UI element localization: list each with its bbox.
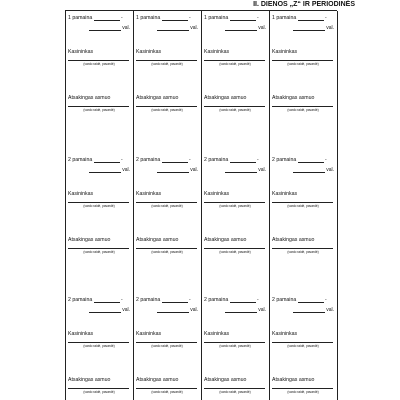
shift-date-field[interactable] [94,157,120,163]
dash-text: - [257,157,259,163]
responsible-caption: (vardo raidė, pavardė) [83,390,115,394]
time-line [68,307,130,313]
dash-text: - [121,297,123,303]
shift-label: 2 pamaina [68,297,93,303]
shift-line [68,15,132,21]
responsible-caption: (vardo raidė, pavardė) [219,250,251,254]
cashier-caption: (vardo raidė, pavardė) [151,204,183,208]
cashier-caption: (vardo raidė, pavardė) [219,62,251,66]
time-field[interactable] [225,25,257,31]
responsible-label: Atsakingas asmuo [68,377,111,383]
shift-label: 1 pamaina [204,15,229,21]
responsible-caption: (vardo raidė, pavardė) [219,108,251,112]
time-line [68,167,130,173]
val-text: val. [190,307,198,313]
time-line [136,307,198,313]
shift-date-field[interactable] [298,15,324,21]
responsible-signature-line[interactable] [136,388,197,389]
responsible-signature-line[interactable] [204,388,265,389]
val-text: val. [122,307,130,313]
shift-line [204,15,268,21]
dash-text: - [325,15,327,21]
responsible-caption: (vardo raidė, pavardė) [287,108,319,112]
shift-line [272,157,336,163]
cashier-label: Kasininkas [68,331,94,337]
cashier-signature-line[interactable] [68,342,129,343]
cashier-caption: (vardo raidė, pavardė) [287,204,319,208]
time-line [136,167,198,173]
cashier-label: Kasininkas [204,49,230,55]
cashier-label: Kasininkas [204,191,230,197]
responsible-caption: (vardo raidė, pavardė) [83,250,115,254]
shift-line [136,15,200,21]
cashier-label: Kasininkas [136,191,162,197]
cashier-signature-line[interactable] [272,342,333,343]
responsible-label: Atsakingas asmuo [68,95,111,101]
shift-label: 2 pamaina [136,297,161,303]
shift-line [68,157,132,163]
time-field[interactable] [225,307,257,313]
time-line [272,167,334,173]
val-text: val. [258,25,266,31]
cashier-caption: (vardo raidė, pavardė) [219,204,251,208]
shift-date-field[interactable] [298,157,324,163]
column-divider [337,11,338,400]
responsible-label: Atsakingas asmuo [272,95,315,101]
time-field[interactable] [157,307,189,313]
cashier-label: Kasininkas [272,49,298,55]
responsible-label: Atsakingas asmuo [68,237,111,243]
page-title: II. DIENOS „Z“ IR PERIODINĖS [253,1,355,8]
responsible-signature-line[interactable] [272,388,333,389]
responsible-label: Atsakingas asmuo [272,377,315,383]
cashier-label: Kasininkas [68,49,94,55]
dash-text: - [257,297,259,303]
cashier-signature-line[interactable] [272,202,333,203]
dash-text: - [189,15,191,21]
shift-line [68,297,132,303]
cashier-signature-line[interactable] [68,60,129,61]
dash-text: - [189,297,191,303]
shift-date-field[interactable] [298,297,324,303]
responsible-caption: (vardo raidė, pavardė) [151,390,183,394]
time-field[interactable] [293,307,325,313]
responsible-signature-line[interactable] [272,248,333,249]
shift-label: 2 pamaina [136,157,161,163]
val-text: val. [258,167,266,173]
time-field[interactable] [89,167,121,173]
val-text: val. [326,25,334,31]
responsible-label: Atsakingas asmuo [204,377,247,383]
cashier-caption: (vardo raidė, pavardė) [83,344,115,348]
shift-date-field[interactable] [94,297,120,303]
shift-line [272,15,336,21]
time-field[interactable] [89,307,121,313]
cashier-caption: (vardo raidė, pavardė) [219,344,251,348]
val-text: val. [122,25,130,31]
responsible-signature-line[interactable] [136,106,197,107]
dash-text: - [121,15,123,21]
shift-line [204,297,268,303]
val-text: val. [326,307,334,313]
time-line [68,25,130,31]
shift-date-field[interactable] [230,157,256,163]
val-text: val. [190,167,198,173]
val-text: val. [122,167,130,173]
cashier-label: Kasininkas [136,49,162,55]
cashier-label: Kasininkas [204,331,230,337]
cashier-caption: (vardo raidė, pavardė) [287,62,319,66]
cashier-signature-line[interactable] [68,202,129,203]
responsible-caption: (vardo raidė, pavardė) [151,250,183,254]
time-line [204,167,266,173]
shift-line [136,157,200,163]
cashier-signature-line[interactable] [136,342,197,343]
cashier-label: Kasininkas [136,331,162,337]
cashier-label: Kasininkas [272,191,298,197]
time-field[interactable] [157,167,189,173]
cashier-label: Kasininkas [272,331,298,337]
val-text: val. [326,167,334,173]
time-line [136,25,198,31]
shift-line [272,297,336,303]
shift-date-field[interactable] [230,15,256,21]
time-field[interactable] [293,167,325,173]
shift-date-field[interactable] [162,15,188,21]
shift-date-field[interactable] [162,297,188,303]
dash-text: - [325,297,327,303]
responsible-signature-line[interactable] [68,248,129,249]
val-text: val. [258,307,266,313]
shift-label: 2 pamaina [272,157,297,163]
shift-date-field[interactable] [162,157,188,163]
time-field[interactable] [89,25,121,31]
time-field[interactable] [293,25,325,31]
responsible-caption: (vardo raidė, pavardė) [151,108,183,112]
shift-label: 2 pamaina [272,297,297,303]
cashier-signature-line[interactable] [136,60,197,61]
time-line [272,307,334,313]
responsible-signature-line[interactable] [68,388,129,389]
cashier-label: Kasininkas [68,191,94,197]
responsible-label: Atsakingas asmuo [136,95,179,101]
responsible-caption: (vardo raidė, pavardė) [219,390,251,394]
time-field[interactable] [157,25,189,31]
dash-text: - [325,157,327,163]
responsible-signature-line[interactable] [68,106,129,107]
shift-label: 1 pamaina [272,15,297,21]
responsible-label: Atsakingas asmuo [136,377,179,383]
shift-label: 2 pamaina [204,297,229,303]
shift-date-field[interactable] [94,15,120,21]
cashier-signature-line[interactable] [136,202,197,203]
responsible-caption: (vardo raidė, pavardė) [287,250,319,254]
shift-label: 2 pamaina [204,157,229,163]
shift-label: 1 pamaina [136,15,161,21]
responsible-caption: (vardo raidė, pavardė) [287,390,319,394]
shift-label: 1 pamaina [68,15,93,21]
time-line [204,307,266,313]
cashier-caption: (vardo raidė, pavardė) [83,204,115,208]
cashier-caption: (vardo raidė, pavardė) [287,344,319,348]
time-line [272,25,334,31]
responsible-signature-line[interactable] [272,106,333,107]
responsible-caption: (vardo raidė, pavardė) [83,108,115,112]
dash-text: - [257,15,259,21]
shift-date-field[interactable] [230,297,256,303]
responsible-label: Atsakingas asmuo [204,95,247,101]
responsible-label: Atsakingas asmuo [272,237,315,243]
responsible-signature-line[interactable] [204,248,265,249]
responsible-signature-line[interactable] [136,248,197,249]
responsible-label: Atsakingas asmuo [204,237,247,243]
time-field[interactable] [225,167,257,173]
cashier-signature-line[interactable] [204,202,265,203]
val-text: val. [190,25,198,31]
shift-log-grid [65,10,337,400]
dash-text: - [121,157,123,163]
cashier-signature-line[interactable] [204,342,265,343]
shift-label: 2 pamaina [68,157,93,163]
cashier-caption: (vardo raidė, pavardė) [83,62,115,66]
cashier-caption: (vardo raidė, pavardė) [151,62,183,66]
cashier-caption: (vardo raidė, pavardė) [151,344,183,348]
shift-line [136,297,200,303]
dash-text: - [189,157,191,163]
time-line [204,25,266,31]
cashier-signature-line[interactable] [272,60,333,61]
shift-line [204,157,268,163]
cashier-signature-line[interactable] [204,60,265,61]
responsible-signature-line[interactable] [204,106,265,107]
responsible-label: Atsakingas asmuo [136,237,179,243]
